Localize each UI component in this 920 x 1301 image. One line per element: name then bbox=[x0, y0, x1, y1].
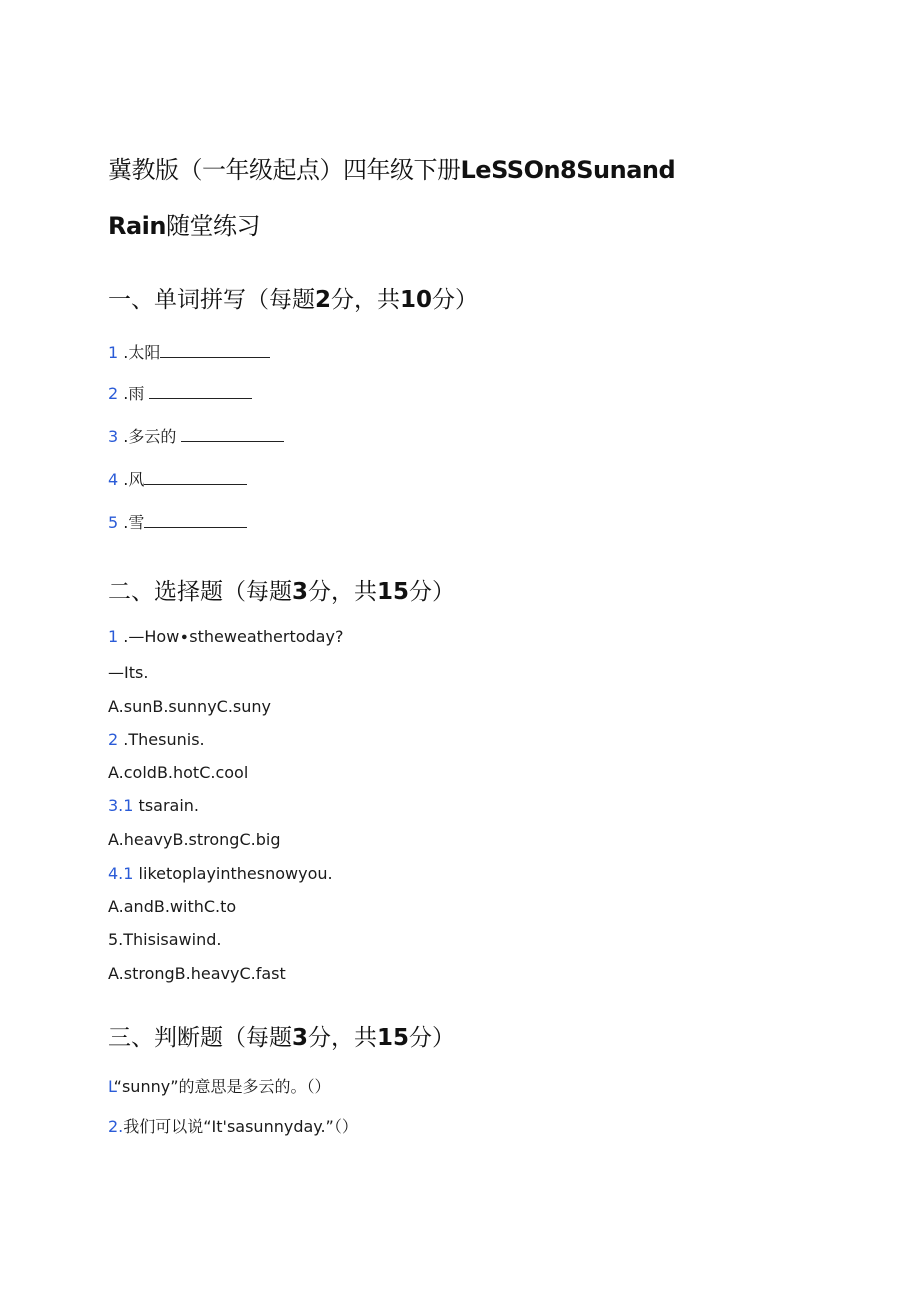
question-text: .—How∙stheweathertoday? bbox=[123, 627, 344, 646]
section-points: 2 bbox=[315, 287, 332, 313]
section-mid: 分，共 bbox=[331, 287, 401, 313]
item-number: 4 bbox=[108, 470, 119, 489]
options-line bbox=[108, 697, 271, 716]
item-text: .多云的 bbox=[123, 427, 177, 446]
options-text: A.heavyB.strongC.big bbox=[108, 830, 281, 849]
section-prefix: 一、单词拼写（每题 bbox=[108, 287, 315, 313]
question-line bbox=[108, 796, 199, 815]
section-total: 10 bbox=[400, 287, 433, 313]
options-text: A.sunB.sunnyC.suny bbox=[108, 697, 271, 716]
question-number: 1 bbox=[108, 627, 119, 646]
item-text: .雪 bbox=[123, 513, 145, 532]
answer-blank[interactable] bbox=[149, 384, 252, 399]
title-line-1 bbox=[108, 150, 675, 185]
item-text: 我们可以说“It'sasunnyday.”（） bbox=[123, 1117, 358, 1136]
answer-blank[interactable] bbox=[160, 343, 270, 358]
section-heading-choice bbox=[108, 573, 455, 606]
item-number: 2. bbox=[108, 1117, 124, 1136]
question-text: .Thesunis. bbox=[123, 730, 205, 749]
title-english: LeSSOn8Sunand bbox=[460, 156, 676, 184]
section-heading-judgement bbox=[108, 1019, 455, 1052]
question-number: 3.1 bbox=[108, 796, 134, 815]
answer-blank[interactable] bbox=[144, 470, 247, 485]
question-line bbox=[108, 930, 221, 949]
section-prefix: 三、判断题（每题 bbox=[108, 1025, 292, 1051]
options-line bbox=[108, 763, 248, 782]
judgement-item bbox=[108, 1074, 330, 1097]
spelling-item bbox=[108, 424, 284, 447]
item-number: L bbox=[108, 1077, 114, 1096]
item-number: 2 bbox=[108, 384, 119, 403]
options-text: A.coldB.hotC.cool bbox=[108, 763, 249, 782]
section-suffix: 分） bbox=[409, 579, 456, 605]
section-mid: 分，共 bbox=[308, 1025, 378, 1051]
spelling-item bbox=[108, 467, 247, 490]
title-line-2 bbox=[108, 206, 260, 241]
question-line bbox=[108, 864, 333, 883]
spelling-item bbox=[108, 381, 252, 404]
section-points: 3 bbox=[292, 579, 309, 605]
item-text: “sunny”的意思是多云的。（） bbox=[113, 1077, 331, 1096]
item-text: .雨 bbox=[123, 384, 145, 403]
question-line bbox=[108, 627, 343, 646]
item-number: 5 bbox=[108, 513, 119, 532]
options-line bbox=[108, 964, 286, 983]
section-points: 3 bbox=[292, 1025, 309, 1051]
question-text: —Its. bbox=[108, 663, 149, 682]
spelling-item bbox=[108, 510, 247, 533]
section-mid: 分，共 bbox=[308, 579, 378, 605]
question-line bbox=[108, 730, 205, 749]
section-suffix: 分） bbox=[432, 287, 479, 313]
item-text: .风 bbox=[123, 470, 145, 489]
options-line bbox=[108, 830, 280, 849]
spelling-item bbox=[108, 340, 270, 363]
section-total: 15 bbox=[377, 1025, 410, 1051]
answer-blank[interactable] bbox=[181, 427, 284, 442]
item-text: .太阳 bbox=[123, 343, 161, 362]
section-suffix: 分） bbox=[409, 1025, 456, 1051]
section-total: 15 bbox=[377, 579, 410, 605]
question-text: liketoplayinthesnowyou. bbox=[138, 864, 333, 883]
options-line bbox=[108, 897, 236, 916]
title-chinese-2: 随堂练习 bbox=[166, 212, 260, 240]
answer-blank[interactable] bbox=[144, 513, 247, 528]
judgement-item bbox=[108, 1114, 358, 1137]
title-chinese: 冀教版（一年级起点）四年级下册 bbox=[108, 156, 461, 184]
question-number: 2 bbox=[108, 730, 119, 749]
item-number: 3 bbox=[108, 427, 119, 446]
options-text: A.andB.withC.to bbox=[108, 897, 237, 916]
question-text: 5.Thisisawind. bbox=[108, 930, 222, 949]
options-text: A.strongB.heavyC.fast bbox=[108, 964, 286, 983]
section-heading-spelling bbox=[108, 281, 478, 314]
title-english-2: Rain bbox=[108, 212, 166, 240]
question-text: tsarain. bbox=[138, 796, 200, 815]
question-number: 4.1 bbox=[108, 864, 134, 883]
section-prefix: 二、选择题（每题 bbox=[108, 579, 292, 605]
item-number: 1 bbox=[108, 343, 119, 362]
question-line bbox=[108, 663, 148, 682]
